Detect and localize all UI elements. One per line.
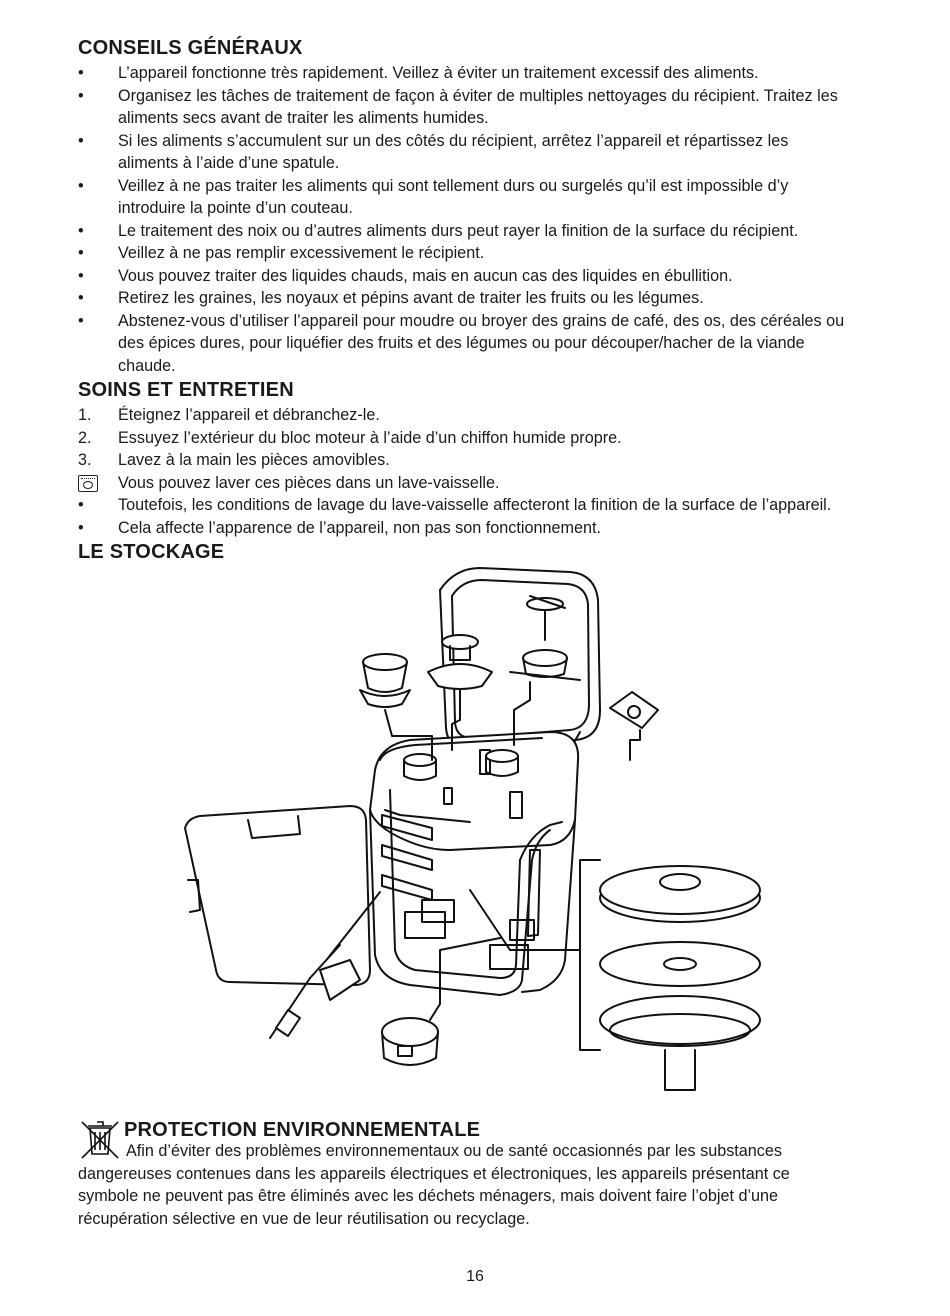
list-item: 2. Essuyez l’extérieur du bloc moteur à l’aide d’un chiffon humide propre.	[78, 428, 622, 447]
list-item: • Retirez les graines, les noyaux et pépins avant de traiter les fruits ou les légumes.	[78, 289, 704, 307]
section-heading-care: SOINS ET ENTRETIEN	[78, 379, 294, 401]
spatula-clip	[610, 692, 658, 760]
list-item: • Si les aliments s’accumulent sur un des côtés du récipient, arrêtez l’appareil et répartissez les aliments à l’aide d’une spatule.	[78, 131, 789, 172]
section-heading-storage: LE STOCKAGE	[78, 541, 225, 563]
page-number: 16	[466, 1268, 484, 1285]
list-item: • Organisez les tâches de traitement de façon à éviter de multiples nettoyages du récipient. Traitez les aliments secs avant de traiter les aliments humides.	[78, 86, 838, 127]
accessory-holders	[405, 900, 534, 969]
care-steps-list	[78, 404, 888, 539]
list-item: Vous pouvez laver ces pièces dans un lave-vaisselle.	[78, 472, 888, 495]
general-tips-list	[78, 62, 888, 377]
list-item: • Abstenez-vous d’utiliser l’appareil pour moudre ou broyer des grains de café, des os, des céréales ou des épices dures, pour liquéfier des fruits et des légumes ou pour découper/hacher de la viande chaude.	[78, 311, 845, 375]
disc-stack	[470, 860, 760, 1090]
list-item: • Vous pouvez traiter des liquides chauds, mais en aucun cas des liquides en ébullition.	[78, 266, 733, 285]
list-item: • Veillez à ne pas traiter les aliments qui sont tellement durs ou surgelés qu’il est impossible d’y introduire la pointe d’un couteau.	[78, 176, 789, 217]
list-item: • Cela affecte l’apparence de l’appareil, non pas son fonctionnement.	[78, 518, 601, 537]
container-body	[370, 732, 578, 995]
list-item: • Toutefois, les conditions de lavage du lave-vaisselle affecteront la finition de la surface de l’appareil.	[78, 496, 832, 514]
food-processor-storage-illustration	[170, 560, 790, 1105]
dishwasher-icon	[78, 475, 98, 492]
list-item: • L’appareil fonctionne très rapidement. Veillez à éviter un traitement excessif des aliments.	[78, 64, 759, 82]
list-item: • Veillez à ne pas remplir excessivement le récipient.	[78, 244, 485, 262]
list-item: 1. Éteignez l’appareil et débranchez-le.	[78, 406, 380, 424]
coupler-piece	[382, 938, 500, 1065]
lid	[440, 568, 600, 756]
list-item: • Le traitement des noix ou d’autres aliments durs peut rayer la finition de la surface du récipient.	[78, 221, 799, 240]
section-heading-environment: PROTECTION ENVIRONNEMENTALE	[124, 1119, 481, 1141]
section-heading-general: CONSEILS GÉNÉRAUX	[78, 37, 303, 59]
door-panel	[185, 806, 370, 985]
list-item: 3. Lavez à la main les pièces amovibles.	[78, 451, 390, 469]
environment-paragraph: Afin d’éviter des problèmes environnementaux ou de santé occasionnés par les substances dangereuses contenues dans les appareils électriques et électroniques, les appareils présentant ce symbole ne peuvent pas être éliminés avec les déchets ménagers, mais doivent faire l’objet d’une récupération sélective en vue de leur réutilisation ou recyclage.	[78, 1142, 790, 1228]
